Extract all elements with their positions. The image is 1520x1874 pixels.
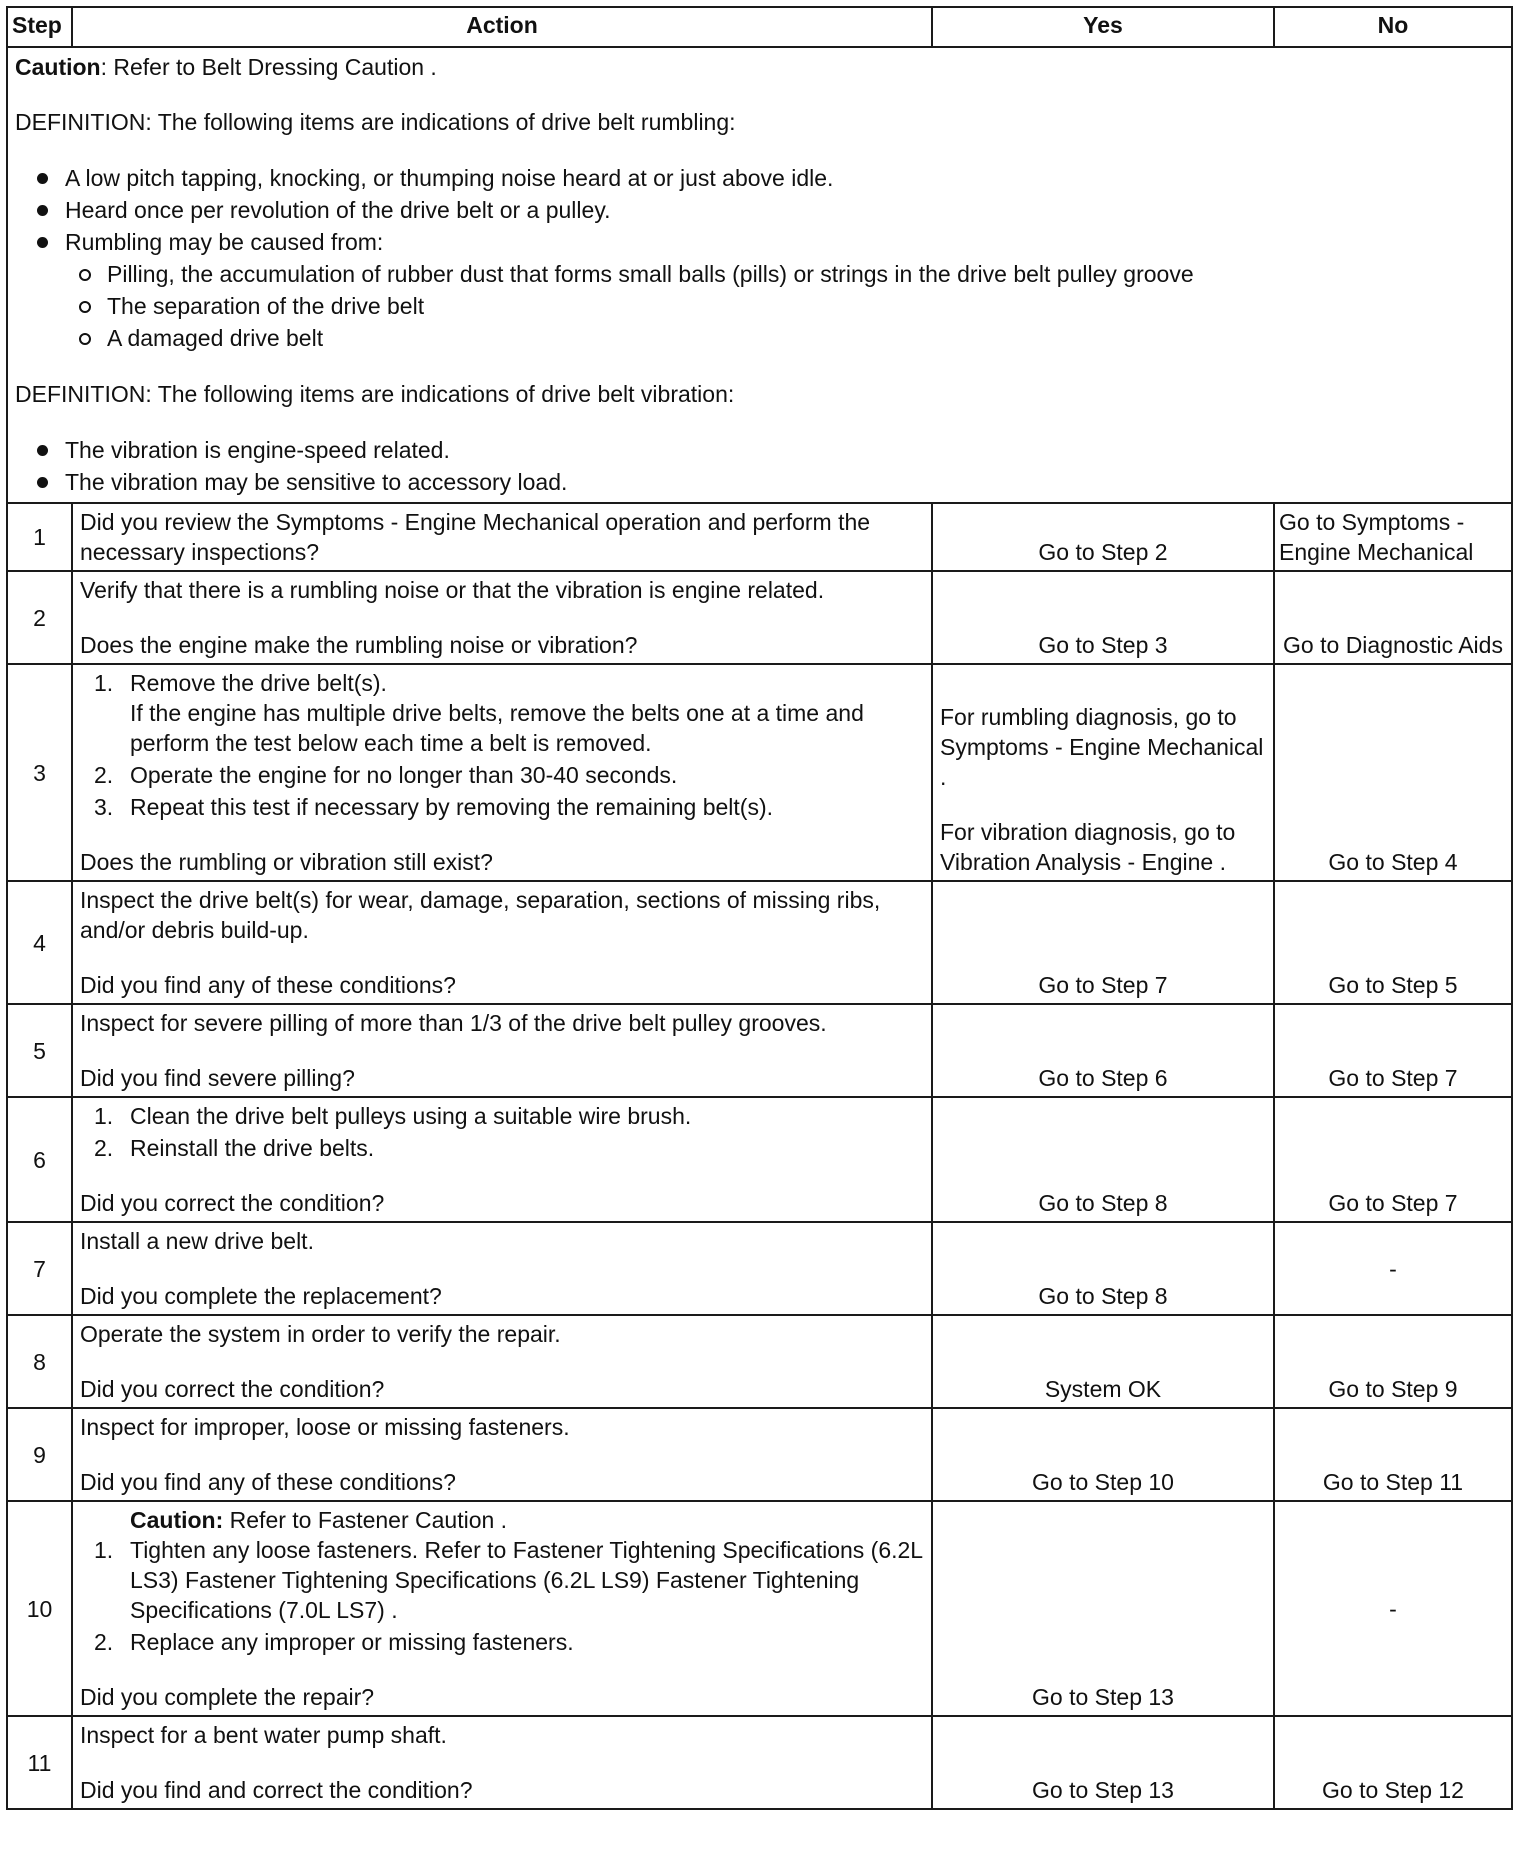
no-result: - bbox=[1274, 1501, 1512, 1716]
item-text: Repeat this test if necessary by removing the remaining belt(s). bbox=[130, 794, 774, 820]
definition-rumbling: DEFINITION: The following items are indications of drive belt rumbling: bbox=[15, 109, 736, 135]
item-text: Replace any improper or missing fasteners. bbox=[130, 1629, 574, 1655]
item-number: 2. bbox=[94, 1135, 114, 1161]
step-number: 4 bbox=[7, 881, 72, 1004]
yes-rumbling: For rumbling diagnosis, go to Symptoms - Engine Mechanical . bbox=[940, 704, 1264, 790]
action-text: Operate the system in order to verify the repair. bbox=[80, 1321, 561, 1347]
action-cell bbox=[72, 1222, 932, 1315]
question-text: Did you correct the condition? bbox=[80, 1190, 385, 1216]
caution-label: Caution: bbox=[130, 1507, 224, 1533]
item-text: Remove the drive belt(s). bbox=[130, 670, 387, 696]
yes-result: Go to Step 10 bbox=[932, 1408, 1274, 1501]
list-item: Pilling, the accumulation of rubber dust that forms small balls (pills) or strings in the drive belt pulley groove bbox=[79, 258, 1504, 290]
action-text: Inspect for severe pilling of more than 1/3 of the drive belt pulley grooves. bbox=[80, 1010, 827, 1036]
fastener-caution bbox=[80, 1505, 924, 1535]
diagnostic-table bbox=[6, 6, 1513, 1810]
step-number: 5 bbox=[7, 1004, 72, 1097]
rumbling-list bbox=[15, 162, 1504, 354]
caution-text: : Refer to Belt Dressing Caution . bbox=[100, 54, 437, 80]
yes-vibration: For vibration diagnosis, go to Vibration Analysis - Engine . bbox=[940, 819, 1236, 875]
no-result: Go to Step 5 bbox=[1274, 881, 1512, 1004]
action-text: Inspect the drive belt(s) for wear, damage, separation, sections of missing ribs, and/or debris build-up. bbox=[80, 887, 881, 943]
list-item: Heard once per revolution of the drive belt or a pulley. bbox=[37, 194, 1504, 226]
list-item bbox=[94, 1535, 924, 1625]
question-text: Did you correct the condition? bbox=[80, 1376, 385, 1402]
question-text: Did you find severe pilling? bbox=[80, 1065, 355, 1091]
no-result: Go to Step 11 bbox=[1274, 1408, 1512, 1501]
item-text: Reinstall the drive belts. bbox=[130, 1135, 375, 1161]
yes-result bbox=[932, 664, 1274, 881]
step-number: 11 bbox=[7, 1716, 72, 1809]
caution-label: Caution bbox=[15, 54, 101, 80]
list-item: The separation of the drive belt bbox=[79, 290, 1504, 322]
step-number: 3 bbox=[7, 664, 72, 881]
list-item-text: Rumbling may be caused from: bbox=[65, 229, 384, 255]
no-result: Go to Symptoms - Engine Mechanical bbox=[1274, 503, 1512, 571]
action-cell bbox=[72, 1716, 932, 1809]
table-row bbox=[7, 571, 1512, 664]
list-item bbox=[94, 1133, 924, 1163]
yes-result: Go to Step 8 bbox=[932, 1097, 1274, 1222]
no-result: Go to Step 9 bbox=[1274, 1315, 1512, 1408]
question-text: Did you find any of these conditions? bbox=[80, 972, 456, 998]
action-cell bbox=[72, 664, 932, 881]
yes-result: Go to Step 13 bbox=[932, 1501, 1274, 1716]
yes-result: Go to Step 3 bbox=[932, 571, 1274, 664]
item-number: 2. bbox=[94, 1629, 114, 1655]
action-steps bbox=[80, 1535, 924, 1657]
rumbling-causes-list bbox=[65, 258, 1504, 354]
header-action: Action bbox=[72, 7, 932, 47]
action-steps bbox=[80, 668, 924, 822]
yes-result: System OK bbox=[932, 1315, 1274, 1408]
list-item: The vibration may be sensitive to accessory load. bbox=[37, 466, 1504, 498]
question-text: Does the rumbling or vibration still exist? bbox=[80, 849, 493, 875]
no-result: Go to Step 7 bbox=[1274, 1097, 1512, 1222]
action-text: Install a new drive belt. bbox=[80, 1228, 314, 1254]
caution-text: Refer to Fastener Caution . bbox=[223, 1507, 508, 1533]
question-text: Does the engine make the rumbling noise or vibration? bbox=[80, 632, 638, 658]
action-text: Did you review the Symptoms - Engine Mechanical operation and perform the necessary inspections? bbox=[72, 503, 932, 571]
action-cell bbox=[72, 1315, 932, 1408]
list-item bbox=[94, 1627, 924, 1657]
action-cell bbox=[72, 1004, 932, 1097]
header-no: No bbox=[1274, 7, 1512, 47]
action-cell bbox=[72, 881, 932, 1004]
question-text: Did you find and correct the condition? bbox=[80, 1777, 473, 1803]
table-row bbox=[7, 881, 1512, 1004]
item-text: Clean the drive belt pulleys using a suitable wire brush. bbox=[130, 1103, 692, 1129]
header-step: Step bbox=[7, 7, 72, 47]
step-number: 7 bbox=[7, 1222, 72, 1315]
list-item: A low pitch tapping, knocking, or thumping noise heard at or just above idle. bbox=[37, 162, 1504, 194]
yes-result: Go to Step 8 bbox=[932, 1222, 1274, 1315]
yes-result: Go to Step 2 bbox=[932, 503, 1274, 571]
item-number: 2. bbox=[94, 762, 114, 788]
no-result: Go to Step 12 bbox=[1274, 1716, 1512, 1809]
list-item bbox=[94, 1101, 924, 1131]
list-item bbox=[94, 760, 924, 790]
item-text: Tighten any loose fasteners. Refer to Fastener Tightening Specifications (6.2L LS3) Fastener Tightening Specifications (6.2L LS9) Fastener Tightening Specifications (7.0L LS7) . bbox=[130, 1537, 923, 1623]
yes-result: Go to Step 7 bbox=[932, 881, 1274, 1004]
question-text: Did you find any of these conditions? bbox=[80, 1469, 456, 1495]
intro-cell bbox=[7, 47, 1512, 503]
header-yes: Yes bbox=[932, 7, 1274, 47]
table-row bbox=[7, 1315, 1512, 1408]
action-cell bbox=[72, 571, 932, 664]
intro-row bbox=[7, 47, 1512, 503]
table-row bbox=[7, 1004, 1512, 1097]
yes-result: Go to Step 6 bbox=[932, 1004, 1274, 1097]
action-steps bbox=[80, 1101, 924, 1163]
step-number: 6 bbox=[7, 1097, 72, 1222]
table-row bbox=[7, 503, 1512, 571]
belt-dressing-caution bbox=[15, 52, 1504, 82]
header-row bbox=[7, 7, 1512, 47]
list-item bbox=[37, 226, 1504, 354]
action-cell bbox=[72, 1408, 932, 1501]
action-text: Inspect for a bent water pump shaft. bbox=[80, 1722, 447, 1748]
table-row bbox=[7, 1222, 1512, 1315]
step-number: 9 bbox=[7, 1408, 72, 1501]
yes-result: Go to Step 13 bbox=[932, 1716, 1274, 1809]
no-result: Go to Step 4 bbox=[1274, 664, 1512, 881]
action-cell bbox=[72, 1501, 932, 1716]
question-text: Did you complete the repair? bbox=[80, 1684, 375, 1710]
no-result: Go to Diagnostic Aids bbox=[1274, 571, 1512, 664]
action-text: Verify that there is a rumbling noise or that the vibration is engine related. bbox=[80, 577, 825, 603]
item-number: 1. bbox=[94, 1537, 114, 1563]
no-result: - bbox=[1274, 1222, 1512, 1315]
item-text: Operate the engine for no longer than 30-40 seconds. bbox=[130, 762, 678, 788]
item-number: 1. bbox=[94, 670, 114, 696]
vibration-list bbox=[15, 434, 1504, 498]
item-number: 1. bbox=[94, 1103, 114, 1129]
step-number: 8 bbox=[7, 1315, 72, 1408]
step-number: 2 bbox=[7, 571, 72, 664]
list-item: The vibration is engine-speed related. bbox=[37, 434, 1504, 466]
list-item bbox=[94, 668, 924, 758]
list-item: A damaged drive belt bbox=[79, 322, 1504, 354]
action-text: Inspect for improper, loose or missing fasteners. bbox=[80, 1414, 570, 1440]
action-cell bbox=[72, 1097, 932, 1222]
table-row bbox=[7, 664, 1512, 881]
table-row bbox=[7, 1408, 1512, 1501]
item-number: 3. bbox=[94, 794, 114, 820]
definition-vibration: DEFINITION: The following items are indications of drive belt vibration: bbox=[15, 381, 735, 407]
step-number: 1 bbox=[7, 503, 72, 571]
item-subtext: If the engine has multiple drive belts, remove the belts one at a time and perform the test below each time a belt is removed. bbox=[130, 700, 864, 756]
list-item bbox=[94, 792, 924, 822]
table-row bbox=[7, 1716, 1512, 1809]
step-number: 10 bbox=[7, 1501, 72, 1716]
table-row bbox=[7, 1097, 1512, 1222]
question-text: Did you complete the replacement? bbox=[80, 1283, 442, 1309]
table-row bbox=[7, 1501, 1512, 1716]
no-result: Go to Step 7 bbox=[1274, 1004, 1512, 1097]
